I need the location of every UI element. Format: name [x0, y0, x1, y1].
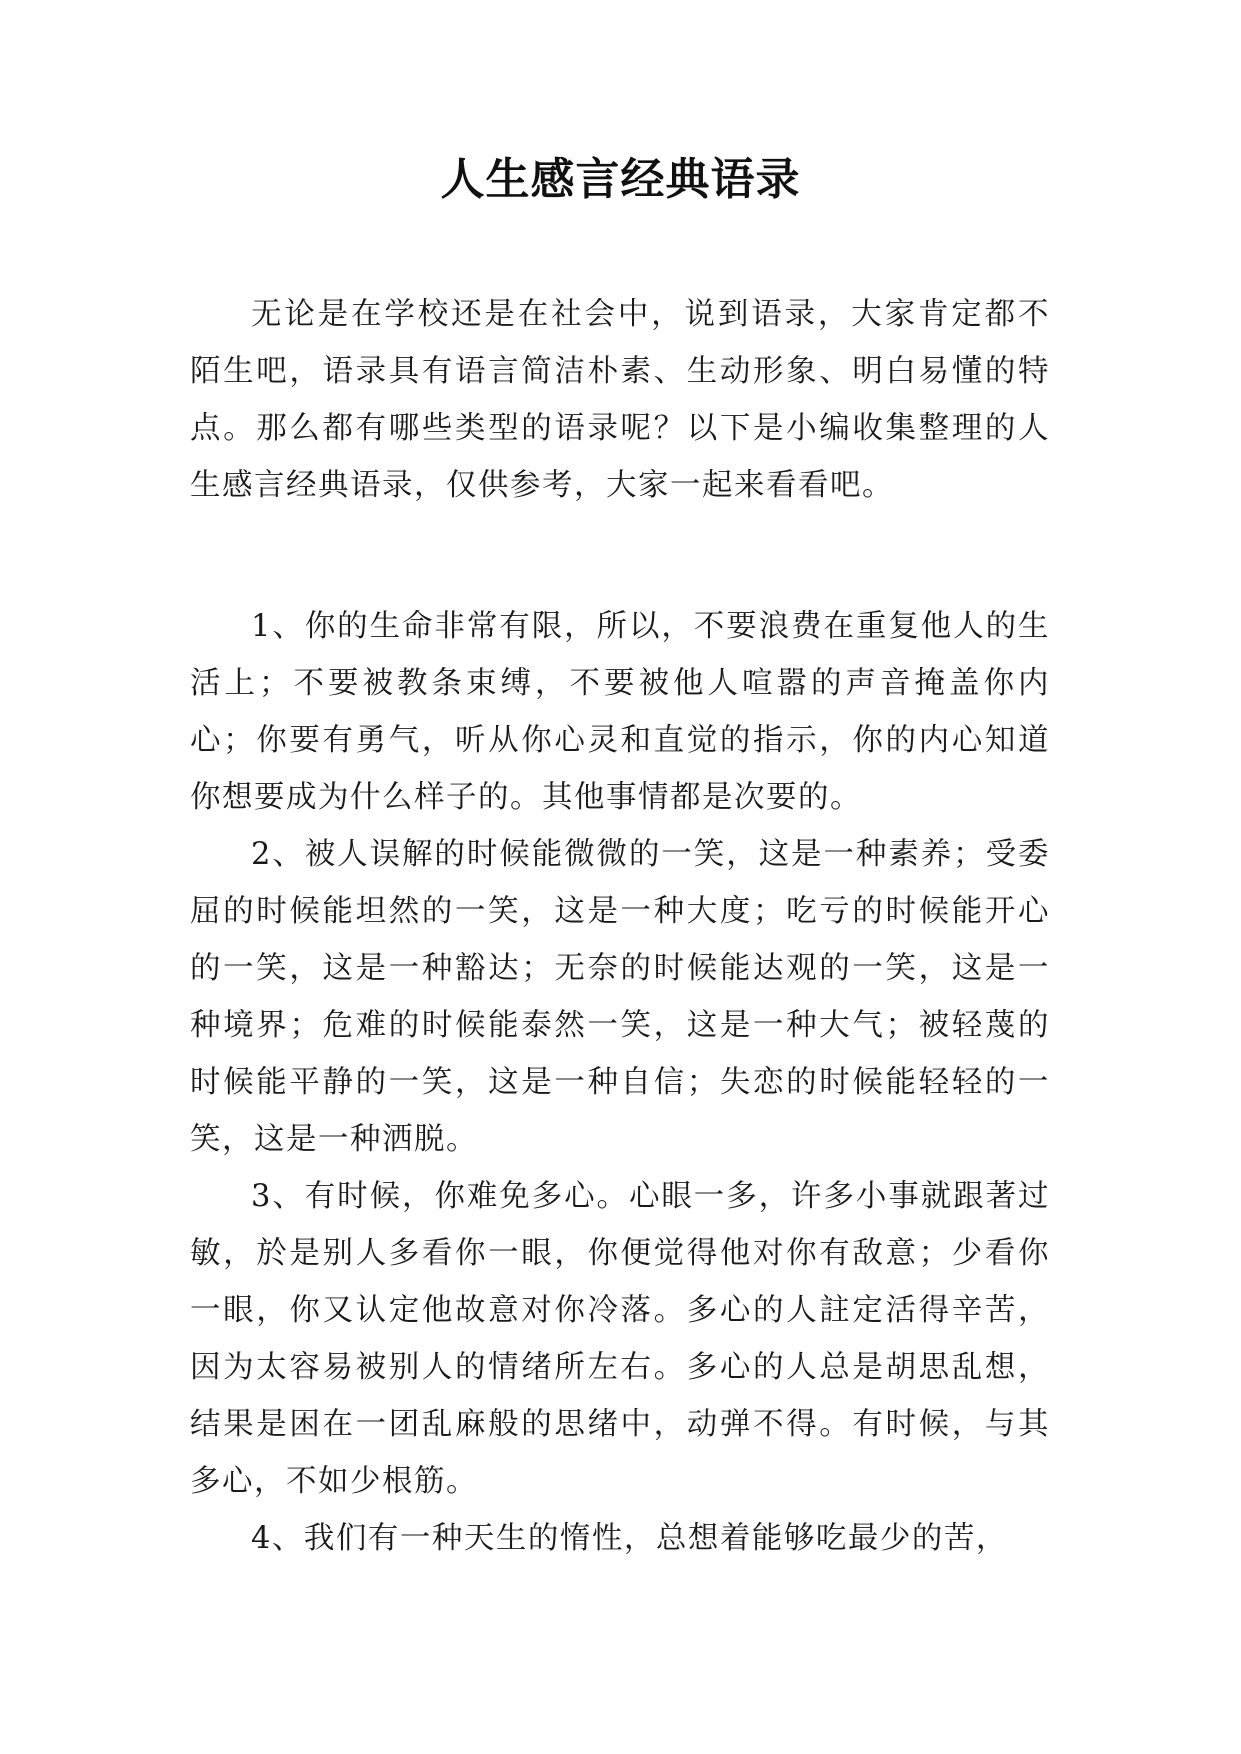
quote-item-4: 4、我们有一种天生的惰性，总想着能够吃最少的苦， [251, 1521, 1008, 1556]
document-body [190, 286, 1050, 1567]
quote-item-2: 2、被人误解的时候能微微的一笑，这是一种素养；受委屈的时候能坦然的一笑，这是一种大度；吃亏的时候能开心的一笑，这是一种豁达；无奈的时候能达观的一笑，这是一种境界；危难的时候能泰然一笑，这是一种大气；被轻蔑的时候能平静的一笑，这是一种自信；失恋的时候能轻轻的一笑，这是一种洒脱。 [190, 837, 1050, 1157]
quote-item-3: 3、有时候，你难免多心。心眼一多，许多小事就跟著过敏，於是别人多看你一眼，你便觉得他对你有敌意；少看你一眼，你又认定他故意对你冷落。多心的人註定活得辛苦，因为太容易被别人的情绪所左右。多心的人总是胡思乱想，结果是困在一团乱麻般的思绪中，动弹不得。有时候，与其多心，不如少根筋。 [190, 1179, 1050, 1499]
quote-item-1: 1、你的生命非常有限，所以，不要浪费在重复他人的生活上；不要被教条束缚，不要被他人喧嚣的声音掩盖你内心；你要有勇气，听从你心灵和直觉的指示，你的内心知道你想要成为什么样子的。其他事情都是次要的。 [190, 609, 1050, 815]
intro-paragraph: 无论是在学校还是在社会中，说到语录，大家肯定都不陌生吧，语录具有语言简洁朴素、生动形象、明白易懂的特点。那么都有哪些类型的语录呢？以下是小编收集整理的人生感言经典语录，仅供参考，大家一起来看看吧。 [190, 297, 1050, 503]
document-title: 人生感言经典语录 [440, 154, 801, 205]
